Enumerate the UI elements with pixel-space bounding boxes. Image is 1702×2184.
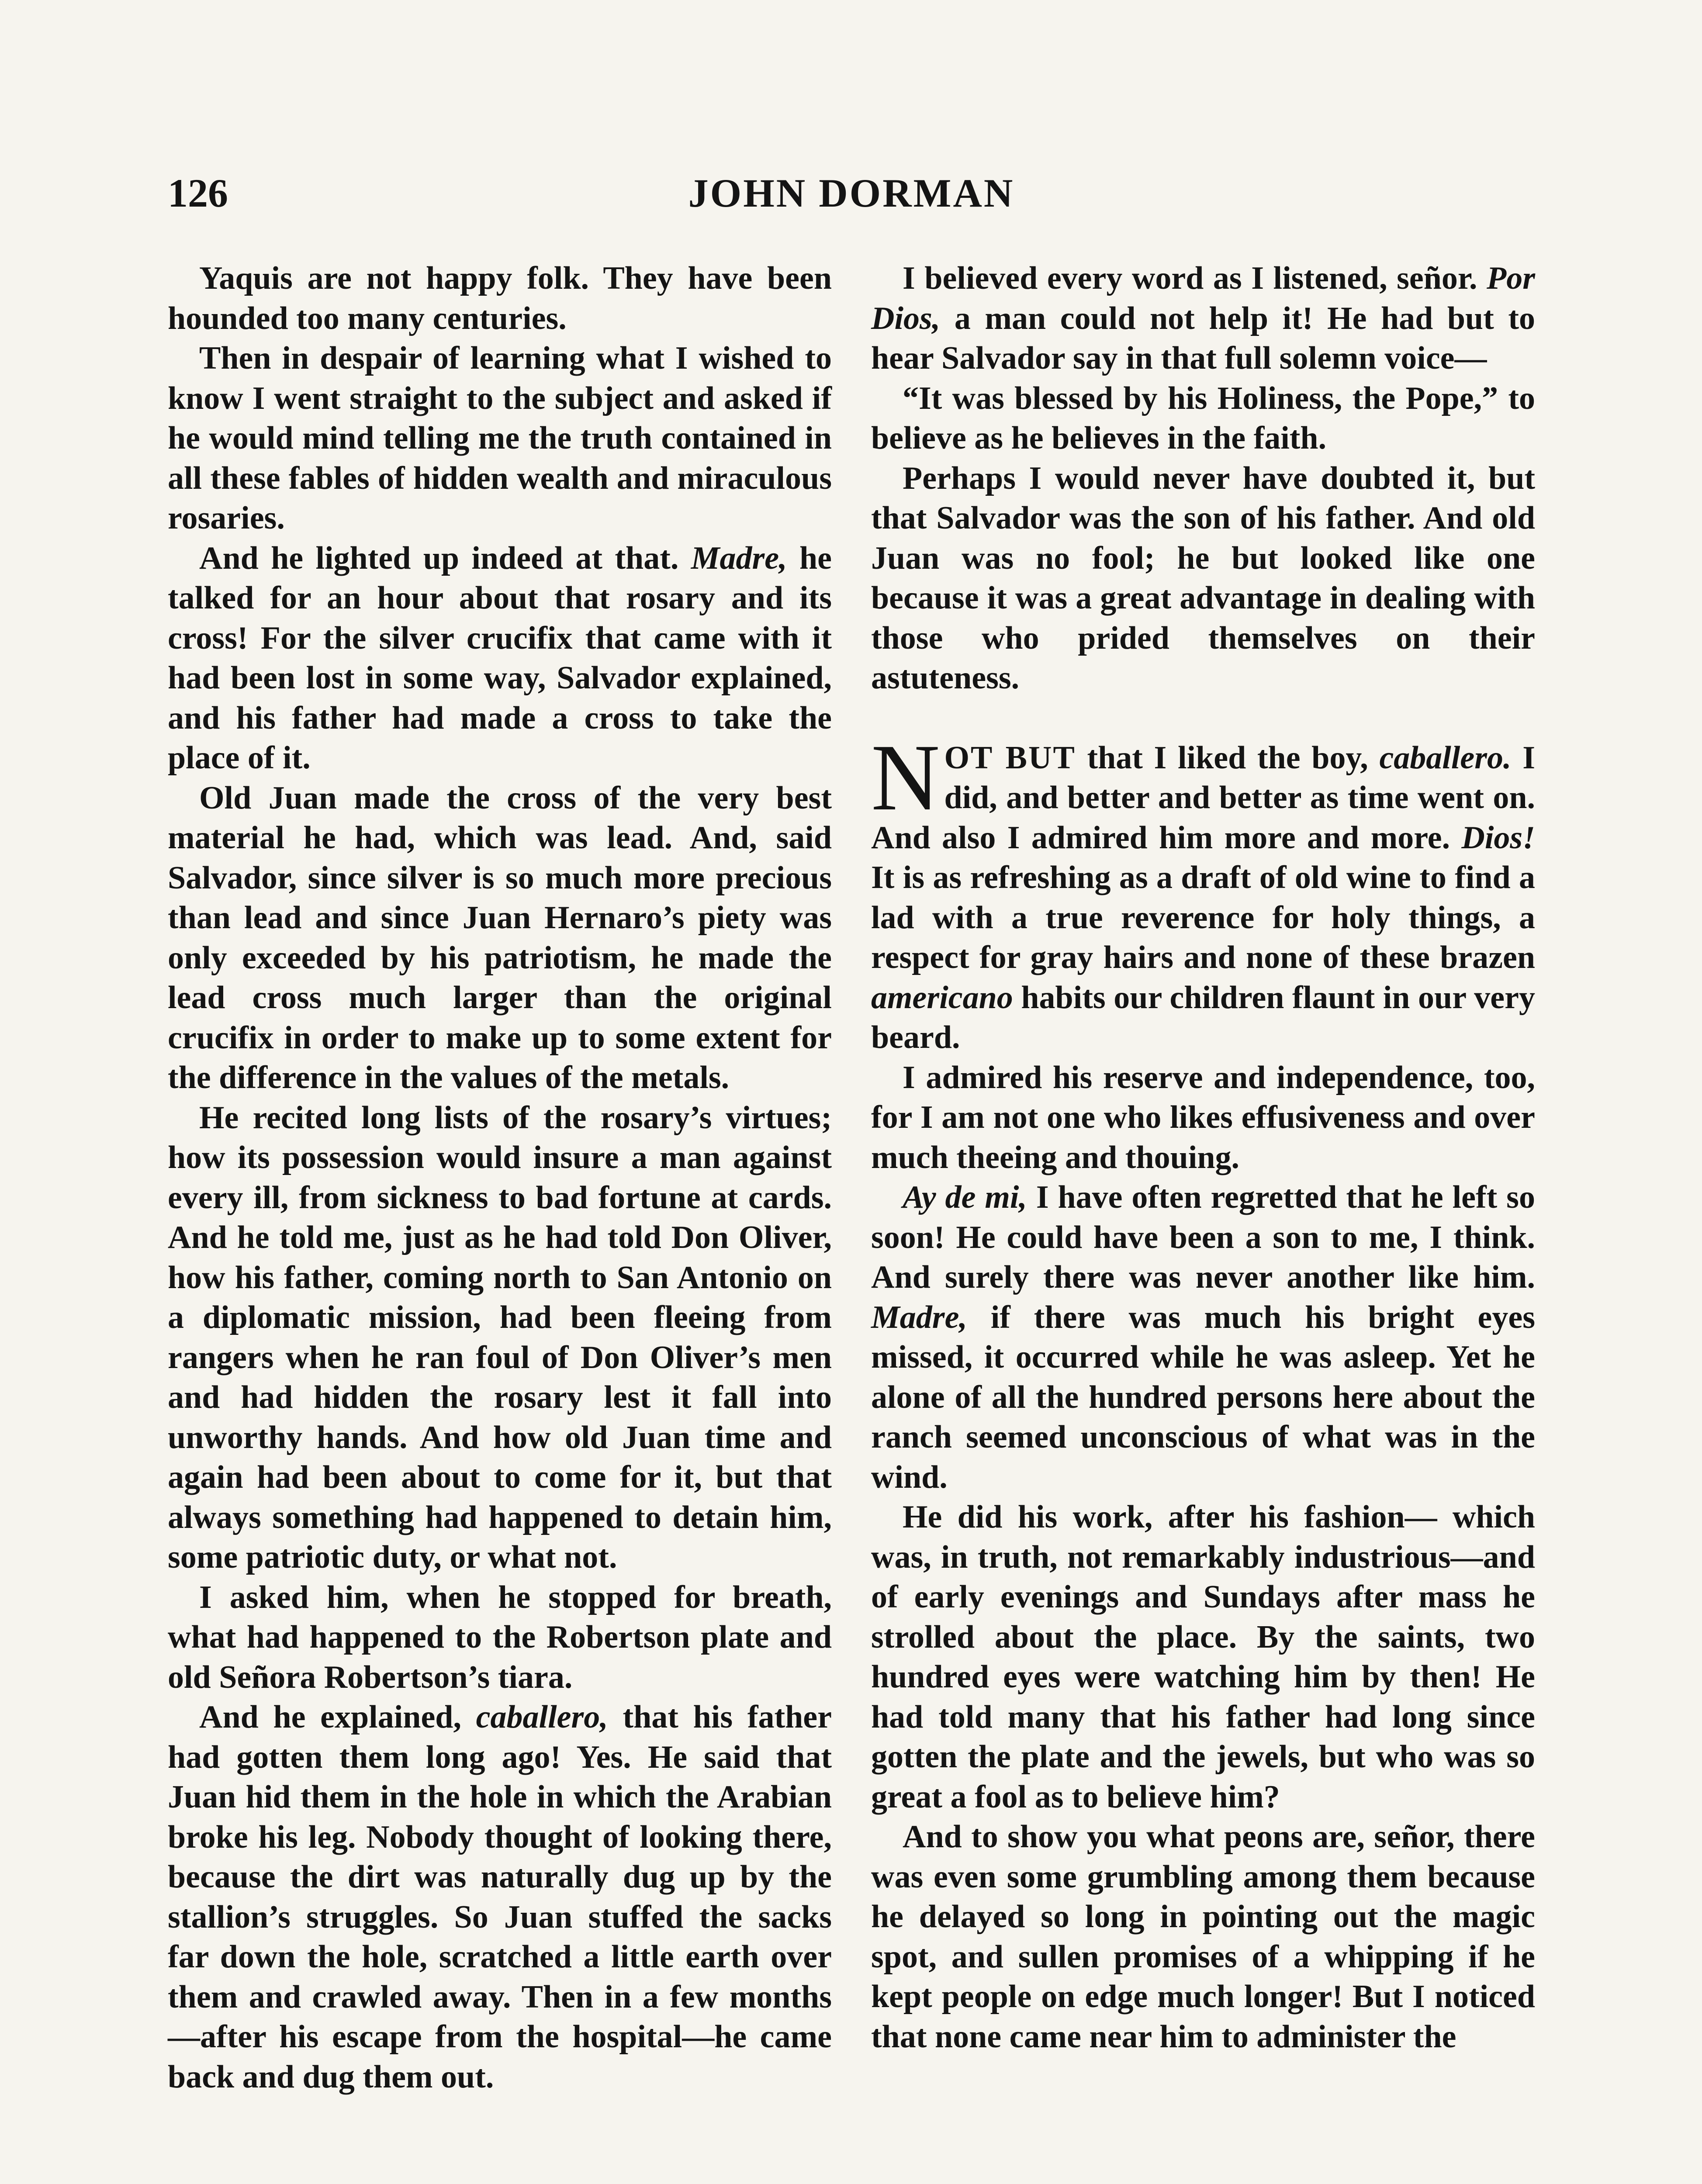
italic-text: caballero, [476, 1699, 608, 1735]
italic-text: Madre, [691, 540, 787, 576]
italic-text: caballero. [1379, 740, 1512, 776]
paragraph-text: I have often regretted that he left so soon! He could have been a son to me, I think. And surely there was never another like him. [871, 1179, 1535, 1295]
paragraph [871, 1178, 1535, 1497]
paragraph: I asked him, when he stopped for breath, what had happened to the Robertson plate and old Señora Robertson’s tiara. [168, 1579, 832, 1695]
paragraph-text: I believed every word as I listened, señor. [903, 260, 1487, 296]
left-column [168, 259, 832, 2097]
paragraph: Yaquis are not happy folk. They have been hounded too many centuries. [168, 260, 832, 336]
running-title: JOHN DORMAN [688, 171, 1015, 215]
lead-in-text: OT BUT [944, 740, 1076, 776]
italic-text: Dios! [1461, 819, 1535, 856]
page-header [168, 167, 1535, 219]
drop-cap: N [871, 725, 940, 830]
italic-text: americano [871, 979, 1013, 1016]
paragraph: Old Juan made the cross of the very best material he had, which was lead. And, said Salvador, since silver is so much more precious than lead and since Juan Hernaro’s piety was only exceeded by his patriotism, he made the lead cross much larger than the original crucifix in order to make up to some extent for the difference in the values of the metals. [168, 780, 832, 1095]
paragraph: I admired his reserve and independence, too, for I am not one who likes effusiveness and over much theeing and thouing. [871, 1059, 1535, 1175]
paragraph: Then in despair of learning what I wished to know I went straight to the subject and asked if he would mind telling me the truth contained in all these fables of hidden wealth and miraculous rosaries. [168, 340, 832, 536]
paragraph-text: that I liked the boy, [1076, 740, 1380, 776]
italic-text: Por Dios, [871, 260, 1535, 336]
paragraph-text: a man could not help it! He had but to hear Salvador say in that full solemn voice— [871, 300, 1535, 376]
paragraph: He did his work, after his fashion— which was, in truth, not remarkably industrious—and of early evenings and Sundays after mass he strolled about the place. By the saints, two hundred eyes were watching him by then! He had told many that his father had long since gotten the plate and the jewels, but who was so great a fool as to believe him? [871, 1499, 1535, 1815]
right-column [871, 259, 1535, 2057]
paragraph [871, 725, 1535, 1058]
paragraph-text: habits our children flaunt in our very beard. [871, 979, 1535, 1055]
paragraph [871, 259, 1535, 379]
paragraph-text: And he lighted up indeed at that. [199, 540, 691, 576]
paragraph-text: I did, and better and better as time went on. And also I admired him more and more. [871, 740, 1535, 856]
section-break [871, 698, 1535, 738]
paragraph: He recited long lists of the rosary’s virtues; how its possession would insure a man against every ill, from sickness to bad fortune at cards. And he told me, just as he had told Don Oliver, how his father, coming north to San Antonio on a diplomatic mission, had been fleeing from rangers when he ran foul of Don Oliver’s men and had hidden the rosary lest it fall into unworthy hands. And how old Juan time and again had been about to come for it, but that always something had happened to detain him, some patriotic duty, or what not. [168, 1099, 832, 1575]
paragraph-text: It is as refreshing as a draft of old wine to find a lad with a true reverence for holy things, a respect for gray hairs and none of these brazen [871, 860, 1535, 975]
paragraph [168, 1697, 832, 2097]
paragraph-text: And he explained, [199, 1699, 476, 1735]
paragraph: Perhaps I would never have doubted it, but that Salvador was the son of his father. And old Juan was no fool; he but looked like one because it was a great advantage in dealing with those who prided themselves on their astuteness. [871, 460, 1535, 696]
italic-text: Madre, [871, 1299, 967, 1335]
italic-text: Ay de mi, [903, 1179, 1027, 1215]
paragraph: “It was blessed by his Holiness, the Pope,” to believe as he believes in the faith. [871, 380, 1535, 456]
paragraph: And to show you what peons are, señor, there was even some grumbling among them because he delayed so long in pointing out the magic spot, and sullen promises of a whipping if he kept people on edge much longer! But I noticed that none came near him to administer the [871, 1819, 1535, 2055]
paragraph-text: he talked for an hour about that rosary and its cross! For the silver crucifix that came with it had been lost in some way, Salvador explained, and his father had made a cross to take the place of it. [168, 540, 832, 776]
paragraph-text: if there was much his bright eyes missed, it occurred while he was asleep. Yet he alone of all the hundred persons here about the ranch seemed unconscious of what was in the wind. [871, 1299, 1535, 1495]
paragraph-text: that his father had gotten them long ago! Yes. He said that Juan hid them in the hole in which the Arabian broke his leg. Nobody thought of looking there, because the dirt was naturally dug up by the stallion’s struggles. So Juan stuffed the sacks far down the hole, scratched a little earth over them and crawled away. Then in a few months—after his escape from the hospital—he came back and dug them out. [168, 1699, 832, 2095]
page-number: 126 [168, 171, 228, 215]
paragraph [168, 539, 832, 778]
